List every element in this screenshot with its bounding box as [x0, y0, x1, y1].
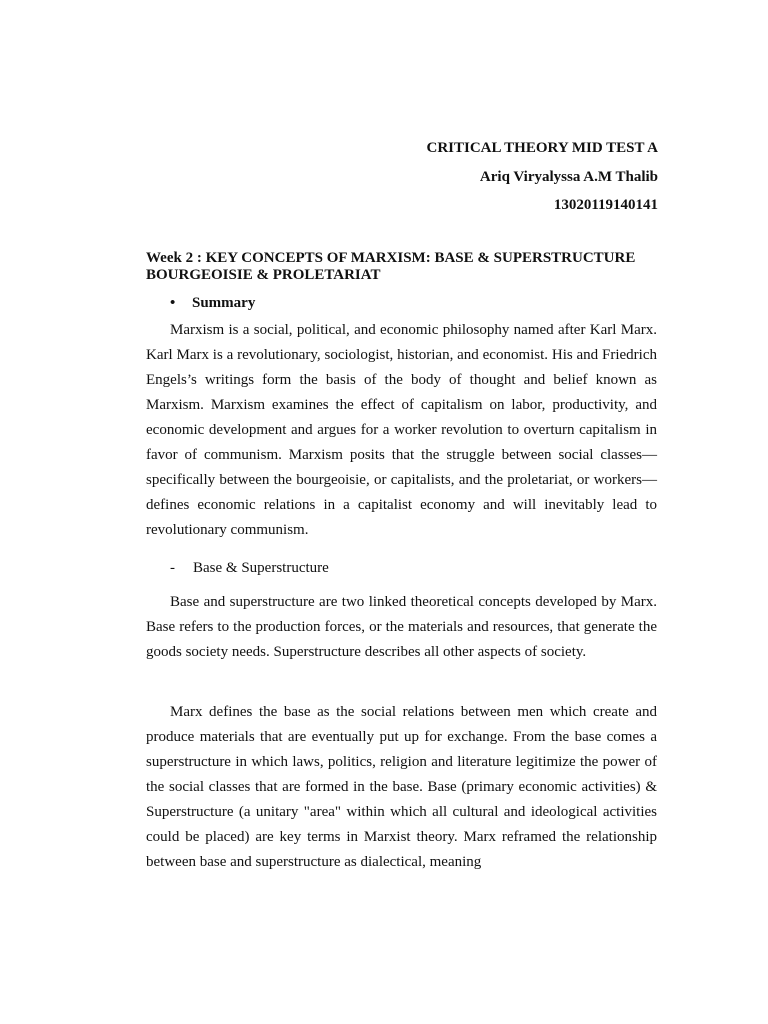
base-superstructure-heading-label: Base & Superstructure	[193, 560, 329, 576]
document-header	[146, 134, 658, 220]
bullet-icon: •	[170, 295, 176, 311]
base-superstructure-heading	[170, 558, 329, 578]
summary-heading	[170, 294, 255, 312]
summary-paragraph: Marxism is a social, political, and economic philosophy named after Karl Marx. Karl Marx is a revolutionary, sociologist, historian, and economist. His and Friedrich Engels’s writings form the basis of the body of thought and belief known as Marxism. Marxism examines the effect of capitalism on labor, productivity, and economic development and argues for a worker revolution to overturn capitalism in favor of communism. Marxism posits that the struggle between social classes—specifically between the bourgeoisie, or capitalists, and the proletariat, or workers—defines economic relations in a capitalist economy and will inevitably lead to revolutionary communism.	[146, 322, 657, 538]
test-title: CRITICAL THEORY MID TEST A	[426, 140, 658, 156]
week-heading: Week 2 : KEY CONCEPTS OF MARXISM: BASE & SUPERSTRUCTURE BOURGEOISIE & PROLETARIAT	[146, 250, 636, 283]
summary-heading-label: Summary	[192, 295, 256, 311]
body-paragraph: Base and superstructure are two linked theoretical concepts developed by Marx. Base refers to the production forces, or the materials and resources, that generate the goods society needs. Superstructure describes all other aspects of society.	[146, 594, 657, 660]
author-name: Ariq Viryalyssa A.M Thalib	[479, 168, 658, 185]
student-id: 13020119140141	[553, 197, 658, 213]
body-paragraph: Marx defines the base as the social relations between men which create and produce materials that are eventually put up for exchange. From the base comes a superstructure in which laws, politics, religion and literature legitimize the power of the social classes that are formed in the base. Base (primary economic activities) & Superstructure (a unitary "area" within which all cultural and ideological activities could be placed) are key terms in Marxist theory. Marx reframed the relationship between base and superstructure as dialectical, meaning	[146, 704, 657, 870]
dash-icon: -	[170, 560, 175, 576]
